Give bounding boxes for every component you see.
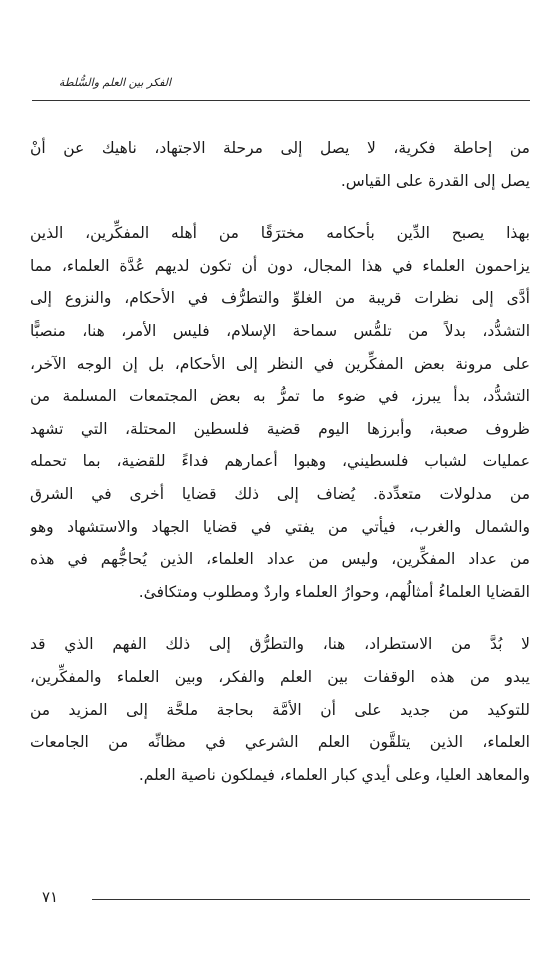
body-text [30,132,530,791]
text-line: للتوكيد من جديد على أن الأمَّة بحاجة ملحَّة إلى المزيد من [30,700,530,719]
paragraph-2 [30,217,530,608]
text-line: من عداد المفكِّرين، وليس من عداد العلماء، الذين يُحاجُّهم في هذه [30,550,530,569]
text-line: يزاحمون العلماء في هذا المجال، دون أن تكون لديهم عُدَّة العلماء، مما [30,256,530,275]
text-line: عمليات لشباب فلسطيني، وهبوا أعمارهم فداءً للقضية، بما تحمله [30,452,530,471]
paragraph-3 [30,628,530,791]
text-line: ظروف صعبة، وأبرزها اليوم قضية فلسطين المحتلة، التي تشهد [30,419,530,438]
text-line: أدَّى إلى نظرات قريبة من الغلوِّ والتطرُّف في الأحكام، والنزوع إلى [30,289,530,308]
text-line: يبدو من هذه الوقفات بين العلم والفكر، وبين العلماء والمفكِّرين، [30,667,530,686]
footer-rule [92,899,530,900]
text-line: من إحاطة فكرية، لا يصل إلى مرحلة الاجتهاد، ناهيك عن أنْ [30,139,530,157]
text-line: بهذا يصبح الدِّين بأحكامه مخترَقًا من أهله المفكِّرين، الذين [30,224,530,243]
text-line: والشمال والغرب، فيأتي من يفتي في قضايا الجهاد والاستشهاد وهو [30,517,530,536]
text-line: العلماء، الذين يتلقَّون العلم الشرعي في مظانِّه من الجامعات [30,733,530,752]
text-line: والمعاهد العليا، وعلى أيدي كبار العلماء، فيملكون ناصية العلم. [138,765,530,784]
text-line: لا بُدَّ من الاستطراد، هنا، والتطرُّق إلى ذلك الفهم الذي قد [30,635,530,654]
header-rule [32,100,530,101]
text-line: على مرونة بعض المفكِّرين في النظر إلى الأحكام، بل إن الوجه الآخر، [30,354,530,373]
text-line: من مدلولات متعدِّدة. يُضاف إلى ذلك قضايا أخرى في الشرق [30,484,530,503]
paragraph-1 [30,132,530,197]
text-line: التشدُّد، بدأ يبرز، في ضوء ما تمرُّ به بعض المجتمعات المسلمة من [30,387,530,406]
text-line: يصل إلى القدرة على القياس. [340,171,530,190]
running-head: الفكر بين العلم والسُّلطة [58,76,172,89]
text-line: القضايا العلماءُ أمثالُهم، وحوارُ العلماء واردٌ ومطلوب ومتكافئ. [138,582,530,601]
page-number: ٧١ [42,888,59,906]
text-line: التشدُّد، بدلاً من تلمُّس سماحة الإسلام، فليس الأمر، هنا، منصبًّا [30,321,530,340]
